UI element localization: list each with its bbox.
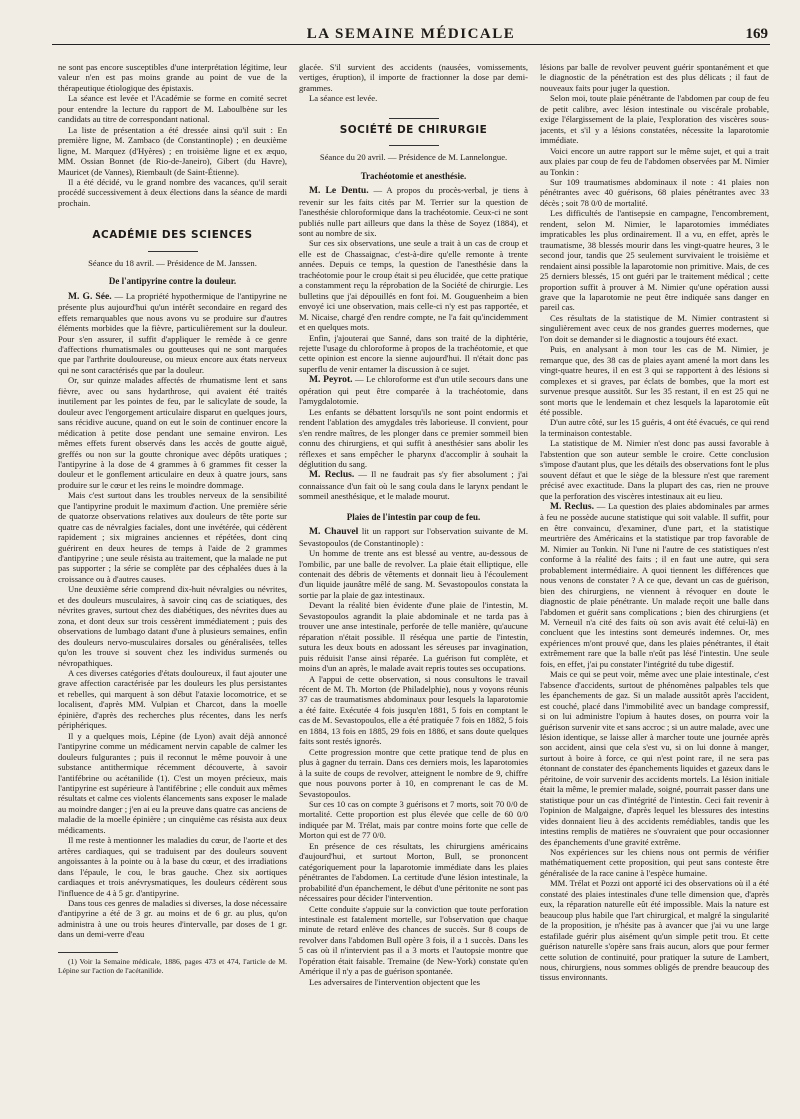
section-title-societe-chirurgie: SOCIÉTÉ DE CHIRURGIE — [339, 123, 488, 136]
speaker-name: M. Chauvel — [309, 526, 359, 538]
paragraph: glacée. S'il survient des accidents (nausées, vomissements, vertiges, éruption), il importe de fractionner la dose par demi-grammes. — [299, 62, 528, 93]
text-columns — [58, 62, 770, 1102]
column-1 — [58, 62, 287, 1102]
section-title-academie-sciences: ACADÉMIE DES SCIENCES — [92, 229, 253, 242]
paragraph: lésions par balle de revolver peuvent guérir spontanément et que le diagnostic de la pénétration est des plus délicats ; il faut de nouveaux faits pour juger la question. — [540, 62, 769, 93]
paragraph: La liste de présentation a été dressée ainsi qu'il suit : En première ligne, M. Zambaco (de Constantinople) ; en deuxième ligne, M. Marquez (d'Hyères) ; en troisième ligne et ex æquo, MM. Ossian Bonnet (de Rio-de-Janeiro), Gibert (du Havre), Mauricet (de Vannes), Riembault (de Saint-Étienne). — [58, 124, 287, 177]
page-number: 169 — [745, 26, 768, 42]
speaker-name: M. Peyrot. — [309, 374, 353, 386]
paragraph: Sur ces 10 cas on compte 3 guérisons et 7 morts, soit 70 0/0 de mortalité. Cette proportion est plus élevée que celle de 60 0/0 indiquée par M. Trélat, mais par contre moins forte que celle de Morton qui est de 77 0/0. — [299, 799, 528, 841]
paragraph: MM. Trélat et Pozzi ont apporté ici des observations où il a été constaté des plaies intestinales d'une telle dimension que, d'après eux, la réparation naturelle eût été impossible. Mais la nature est beaucoup plus habile que l'art chirurgical, et malgré la singularité de la proposition, je n'hésite pas à avancer que j'ai vu une large estafilade guérir plus aisément qu'un simple petit trou. Et cette guérison naturelle s'opère sans frais aucun, alors que pour fermer cette solution de continuité, pour pratiquer la suture de Lambert, nous, chirurgiens, nous sommes obligés de prendre beaucoup des tissus environnants. — [540, 878, 769, 983]
paragraph: La séance est levée. — [309, 93, 378, 104]
paragraph: La statistique de M. Nimier n'est donc pas aussi favorable à l'abstention que son auteur semble le croire. Cette conclusion s'impose d'autant plus, que les détails des observations font le plus souvent défaut et que le siège de la blessure n'est que rarement précisé avec exactitude. Dans la plupart des cas, rien ne prouve que la perforation des viscères intestinaux ait eu lieu. — [540, 438, 769, 501]
paragraph: Il y a quelques mois, Lépine (de Lyon) avait déjà annoncé l'antipyrine comme un médicament nervin capable de calmer les douleurs fulgurantes ; puis il reconnut le même pouvoir à une substance antithermique récemment découverte, à savoir l'antifébrine ou acétanilide (1). C'est un moyen précieux, mais l'antipyrine est supérieure à l'antifébrine ; elle conduit aux mêmes résultats et calme ces violents élancements sans exposer le malade au moindre danger ; j'en ai eu la preuve dans quatre cas anciens de maladie de la moelle épinière ; un cinquième cas résista aux deux médicaments. — [58, 730, 287, 835]
running-head — [52, 26, 770, 45]
paragraph: Nos expériences sur les chiens nous ont permis de vérifier mathématiquement cette proposition, qui peut sans conteste être généralisée de la race canine à l'espèce humaine. — [540, 846, 769, 878]
paragraph: Sur ces six observations, une seule a trait à un cas de croup et elle est de Chassaignac, c'est-à-dire qu'elle remonte à trente années. Depuis ce temps, la question de l'anesthésie dans la trachéotomie pour le croup était si peu élucidée, que cette pratique a constamment reçu la réprobation de la Société de chirurgie. Les bulletins que j'ai dépouillés en font foi. M. Gouguenheim a bien envoyé ici une observation, mais celle-ci n'y est pas rapportée, et M. Nicaise, chargé d'en rendre compte, ne l'a fait qu'incidemment et en quelques mots. — [299, 238, 528, 333]
paragraph: Cette conduite s'appuie sur la conviction que toute perforation intestinale est fatalement mortelle, sur l'observation que chaque minute de retard enlève des chances de succès. Sur 8 coups de revolver dans l'abdomen Bull opère 3 fois, il a 1 succès. Dans les 5 cas où il n'intervient pas il a 3 morts et l'autopsie montre que l'opération était faisable. Tremaine (de New-York) constate qu'en Amérique il n'y a pas de guérison spontanée. — [299, 903, 528, 977]
paragraph: Les adversaires de l'intervention objectent que les — [309, 976, 480, 987]
journal-title: LA SEMAINE MÉDICALE — [306, 26, 516, 42]
column-2 — [299, 62, 528, 1102]
paragraph: Il a été décidé, vu le grand nombre des vacances, qu'il serait procédé successivement à deux élections dans la séance de mardi prochain. — [58, 176, 287, 208]
paragraph: Une deuxième série comprend dix-huit névralgies ou névrites, et des douleurs musculaires, à savoir cinq cas de sciatiques, des névrites graves, surtout chez des diabétiques, des névrites dues au zona, et dont deux sur trois cessèrent immédiatement ; puis des observations de lumbago datant d'une à plusieurs semaines, enfin des douleurs nervo-musculaires dorsales ou généralisées, telles qu'on les trouve si souvent chez les individus surmenés ou névropathiques. — [58, 584, 287, 668]
session-line: Séance du 20 avril. — Présidence de M. Lannelongue. — [319, 152, 508, 163]
paragraph: Dans tous ces genres de maladies si diverses, la dose nécessaire d'antipyrine a été de 3 gr. au moins et de 6 gr. au plus, qu'on administra à une ou trois heures d'intervalle, par doses de 1 gr. dans un demi-verre d'eau — [58, 897, 287, 940]
speaker-name: M. Reclus. — [550, 501, 595, 513]
paragraph-text: lit un rapport sur l'observation suivante de M. Sevastopoulos (de Constantinople) : — [299, 526, 528, 548]
paragraph: Or, sur quinze malades affectés de rhumatisme lent et sans fièvre, avec ou sans hydarthrose, qui avaient été traités inutilement par les pointes de feu, par le salicylate de soude, la douleur avec l'engorgement articulaire disparut en quelques jours, sans récidive aucune, quand on eut le soin de continuer encore la médication à petite dose pendant une semaine environ. Les mêmes effets furent observés dans les accès de goutte aiguë, greffés ou non sur la goutte chronique avec dépôts uratiques ; l'antipyrine à la dose de 4 grammes à 6 grammes fit cesser la douleur et le gonflement articulaire en deux à quatre jours, sans produire sur le cœur et les reins le moindre dommage. — [58, 375, 287, 490]
paragraph: Ces résultats de la statistique de M. Nimier contrastent si singulièrement avec ceux de nos grandes guerres modernes, que l'on doit se demander si le diagnostic a toujours été exact. — [540, 312, 769, 344]
speaker-name: M. G. Sée. — [68, 290, 112, 302]
section-divider — [389, 118, 439, 119]
paragraph: Selon moi, toute plaie pénétrante de l'abdomen par coup de feu de petit calibre, avec lésion intestinale ou viscérale probable, exige l'élargissement de la plaie, l'exploration des viscères sous-jacents, et s'il y a lésions constatées, nécessite la laparotomie immédiate. — [540, 93, 769, 146]
paragraph: Enfin, j'ajouterai que Sanné, dans son traité de la diphtérie, rejette l'usage du chloroforme à propos de la trachéotomie, et que cette opinion est encore la sienne aujourd'hui. Il n'était donc pas superflu de venir entamer la discussion à ce sujet. — [299, 332, 528, 374]
paragraph: Les enfants se débattent lorsqu'ils ne sont point endormis et rendent l'ablation des amygdales très laborieuse. Il convient, pour s'en rendre maîtres, de les plonger dans ce premier sommeil bien connu des chirurgiens, et qui suffit à anesthésier sans abolir les réflexes et sans empêcher le pharynx d'accomplir à souhait la déglutition du sang. — [299, 406, 528, 469]
article-subhead: Trachéotomie et anesthésie. — [360, 170, 467, 181]
speaker-name: M. Reclus. — [309, 469, 355, 481]
paragraph: ne sont pas encore susceptibles d'une interprétation légitime, leur valeur n'en est pas moins grande au point de vue de la thérapeutique étiologique des épistaxis. — [58, 62, 287, 93]
paragraph: Devant la réalité bien évidente d'une plaie de l'intestin, M. Sevastopoulos agrandit la plaie abdominale et ne tarda pas à trouver une anse intestinale, perforée de telle manière, qu'aucune réparation n'était possible. Il réséqua une partie de l'intestin, sutura les deux bouts en adossant les séreuses par invagination, puis réduisit l'anse ainsi réparée. La guérison fut complète, et moins d'un an après, le malade avait repris toutes ses occupations. — [299, 600, 528, 674]
paragraph: Puis, en analysant à mon tour les cas de M. Nimier, je remarque que, des 38 cas de plaies ayant amené la mort dans les vingt-quatre heures, il en est 3 qui se rapportent à des lésions si complexes et si graves, par éclats de bombes, que la mort est survenue presque aussitôt. Sur les 35 restant, il en est 25 qui ne sont morts que le lendemain et chez lesquels la laparotomie eût été possible. — [540, 344, 769, 417]
column-3 — [540, 62, 769, 1102]
paragraph: Voici encore un autre rapport sur le même sujet, et qui a trait aux plaies par coup de feu de l'abdomen observées par M. Nimier au Tonkin : — [540, 145, 769, 177]
speaker-name: M. Le Dentu. — [309, 185, 369, 197]
section-divider — [148, 251, 198, 252]
paragraph: A l'appui de cette observation, si nous consultons le travail récent de M. Th. Morton (de Philadelphie), nous y voyons réunis 37 cas de traumatismes abdominaux pour lesquels la laparotomie a été faite. Exécutée 4 fois jusqu'en 1881, 5 fois en comptant le cas de M. Sevastopoulos, elle a été pratiquée 7 fois en 1882, 5 fois en 1884, 13 fois en 1885, 29 fois en 1886, et sans doute quelques faits sont restés ignorés. — [299, 673, 528, 747]
session-line: Séance du 18 avril. — Présidence de M. Janssen. — [88, 257, 257, 268]
paragraph-text: — Le chloroforme est d'un utile secours dans une opération qui peut être comparée à la trachéotomie, dans l'amygdalotomie. — [299, 374, 528, 407]
paragraph: Sur 109 traumatismes abdominaux il note : 41 plaies non pénétrantes avec 40 guérisons, 68 plaies pénétrantes avec 33 décès ; soit 78 0/0 de mortalité. — [540, 176, 769, 208]
paragraph: Cette progression montre que cette pratique tend de plus en plus à gagner du terrain. Dans ces derniers mois, les laparotomies à la suite de coups de revolver, atteignent le nombre de 9, chiffre que nous pouvons porter à 10, en comprenant le cas de M. Sevastopoulos. — [299, 746, 528, 799]
article-subhead: De l'antipyrine contre la douleur. — [108, 276, 237, 287]
paragraph: Il me reste à mentionner les maladies du cœur, de l'aorte et des artères cardiaques, qui se traduisent par des douleurs souvent angoissantes à la pointe ou à la base du cœur, et des irradiations dans l'épaule, le cou, le bras gauche. Chez six aortiques cardiaques et trois anévrysmatiques, les douleurs cédèrent sous l'influence de 4 à 5 gr. d'antipyrine. — [58, 835, 287, 898]
paragraph: Mais c'est surtout dans les troubles nerveux de la sensibilité que l'antipyrine produit le maximum d'action. Une première série de quatorze observations relatives aux douleurs de tête porte sur quatre cas de névralgies faciales, dont une invétérée, qui cédèrent rapidement ; six migraines anciennes et répétées, dont cinq guérirent en deux heures de temps à l'aide de 2 grammes d'antipyrine ; une seule résista au traitement, que la malade ne put pas supporter ; la série se complète par des céphalées dues à la croissance ou à d'autres causes. — [58, 490, 287, 584]
section-divider — [389, 145, 439, 146]
footnote: (1) Voir la Semaine médicale, 1886, pages 473 et 474, l'article de M. Lépine sur l'action de l'acétanilide. — [58, 956, 287, 975]
paragraph-text: — La propriété hypothermique de l'antipyrine ne présente plus aujourd'hui qu'un intérêt secondaire en regard des effets remarquables que nous avons vu se produire sur d'autres éléments morbides que la fièvre, particulièrement sur la douleur. Pour s'en assurer, il suffit d'appliquer le remède à ce genre d'affections rhumatismales ou goutteuses qui ne sont marquées que par l'arthrite douloureuse, ou mieux encore aux états nerveux qui ne sont caractérisés que par la douleur. — [58, 290, 287, 375]
paragraph-text: — A propos du procès-verbal, je tiens à revenir sur les faits cités par M. Terrier sur la question de l'anesthésie chloroformique dans la trachéotomie. Ceux-ci ne sont publiés nulle part ailleurs que dans la thèse de Soyez (1884), et sont au nombre de six. — [299, 185, 528, 238]
article-subhead: Plaies de l'intestin par coup de feu. — [346, 511, 481, 522]
paragraph: En présence de ces résultats, les chirurgiens américains d'aujourd'hui, et surtout Morton, Bull, se prononcent catégoriquement pour la laparotomie immédiate dans les plaies pénétrantes de l'abdomen. La certitude d'une lésion intestinale, la probabilité d'un épanchement, le début d'une péritonite ne sont pas nécessaires pour décider l'intervention. — [299, 840, 528, 904]
footnote-divider — [58, 952, 118, 953]
paragraph: D'un autre côté, sur les 15 guéris, 4 ont été évacués, ce qui rend la terminaison contestable. — [540, 417, 769, 438]
paragraph-text: — La question des plaies abdominales par armes à feu ne possède aucune statistique qui soit valable. Il suffit, pour en être convaincu, d'examiner, d'une part, et la statistique meurtrière des Américains et la statistique par trop favorable de M. Nimier au Tonkin. Ni l'une ni l'autre de ces statistiques n'est conforme à la réalité des faits ; il en faut une autre, qui sera probablement intermédiaire. A quoi tiennent les différences que nous venons de constater ? A ce que, devant un cas de guérison, bien des chirurgiens, ne viennent à révoquer en doute le diagnostic de plaie pénétrante. Un malade reçoit une balle dans l'abdomen et guérit sans complications ; bien des chirurgiens (et M. Verneuil n'a cité des faits où son avis avait été celui-là) en concluent que les intestins sont demeurés indemnes. Or, mes expériences m'ont prouvé que, dans les plaies pénétrantes, il était extrêmement rare que la balle n'eût pas lésé l'intestin. Une seule fois, en effet, j'ai pu constater l'intégrité du tube digestif. — [540, 501, 769, 669]
paragraph: La séance est levée et l'Académie se forme en comité secret pour entendre la lecture du rapport de M. Laboulbène sur les candidats au titre de correspondant national. — [58, 93, 287, 125]
paragraph: Les difficultés de l'antisepsie en campagne, l'encombrement, rendent, selon M. Nimier, le laparotomies immédiates impraticables les plus ordinairement. Il a vu, en effet, après le traumatisme, 38 blessés mourir dans les vingt-quatre heures, 3 le second jour, tandis que 25 seulement survivaient le troisième et rendaient ainsi possible la laparotomie non primitive. Mais, de ces 25 derniers blessés, 15 ont guéri par le traitement médical ; cette proportion suffit à prouver à M. Nimier qu'une opération aussi grave que la laparotomie ne peut être indiquée sans danger en pareil cas. — [540, 208, 769, 313]
paragraph: A ces diverses catégories d'états douloureux, il faut ajouter une grave affection caractérisée par les douleurs les plus persistantes et rebelles, qui marquent à son début l'ataxie locomotrice, et se localisent, d'après MM. Vulpian et Charcot, dans la moelle épinière, d'après des recherches plus récentes, dans les nerfs périphériques. — [58, 668, 287, 731]
paragraph: Un homme de trente ans est blessé au ventre, au-dessous de l'ombilic, par une balle de revolver. La plaie était elliptique, elle contenait des débris de vêtements et donnait lieu à l'écoulement d'un liquide jaunâtre mêlé de sang. M. Sevastopoulos constata la sortie par la plaie de gaz intestinaux. — [299, 548, 528, 600]
paragraph: Mais ce qui se peut voir, même avec une plaie intestinale, c'est l'absence d'accidents, surtout de phénomènes palpables tels que les épanchements de gaz. Si un malade aussitôt après l'accident, est couché, placé dans l'immobilité avec un bandage compressif, si on lui administre l'opium à hautes doses, on pourra voir la guérison survenir vite et sans accroc ; si un autre malade, avec une lésion identique, se laisse aller à marcher toute une journée après son accident, ainsi que cela s'est vu, si on lui donne à manger, surtout à boire à force, ce qui n'est point rare, il ne sera pas étonnant de constater des épanchements liquides et gazeux dans le péritoine, de voir survenir des accidents mortels. La lésion initiale était la même, le premier malade, soigné, pourrait passer dans une statistique pour un cas d'intégrité de l'intestin. Ceci fait revenir à l'opinion de Malgaigne, d'après lequel les blessures des intestins vides donnaient lieu à des accidents remédiables, tandis que les intestins remplis de matières ne s'ouvraient que pour occasionner des épanchements d'une gravité extrême. — [540, 669, 769, 847]
paragraph-text: — Il ne faudrait pas s'y fier absolument ; j'ai connaissance d'un fait où le sang coula dans le larynx pendant le sommeil anesthésique, et le malade mourut. — [299, 469, 528, 502]
